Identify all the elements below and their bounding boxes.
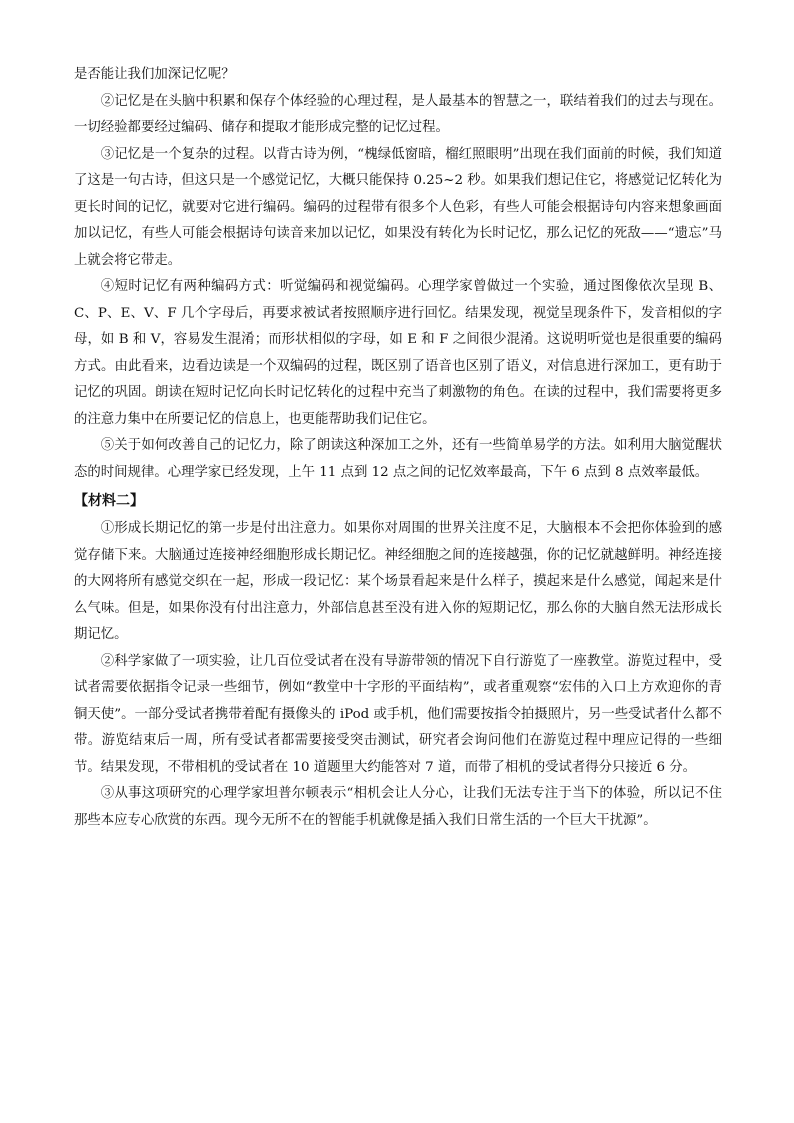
- paragraph-m1-3: ③记忆是一个复杂的过程。以背古诗为例，“槐绿低窗暗，榴红照眼明”出现在我们面前的时候，我们知道了这是一句古诗，但这只是一个感觉记忆，大概只能保持 0.25~2 秒。如果我们想记住它，将感觉记忆转化为更长时间的记忆，就要对它进行编码。编码的过程带有很多个人色彩，有些人可能会根据诗句内容来想象画面加以记忆，有些人可能会根据诗句读音来加以记忆，如果没有转化为长时记忆，那么记忆的死敌——“遗忘”马上就会将它带走。: [74, 146, 722, 268]
- section-heading-material-two: 【材料二】: [74, 493, 144, 509]
- document-page: [74, 62, 722, 834]
- paragraph-continuation: 是否能让我们加深记忆呢？: [74, 67, 235, 82]
- paragraph-m2-2: ②科学家做了一项实验，让几百位受试者在没有导游带领的情况下自行游览了一座教堂。游览过程中，受试者需要依据指令记录一些细节，例如“教堂中十字形的平面结构”，或者重观察“宏伟的入口上方欢迎你的青铜天使”。一部分受试者携带着配有摄像头的 iPod 或手机，他们需要按指令拍摄照片，另一些受试者什么都不带。游览结束后一周，所有受试者都需要接受突击测试，研究者会询问他们在游览过程中理应记得的一些细节。结果发现，不带相机的受试者在 10 道题里大约能答对 7 道，而带了相机的受试者得分只接近 6 分。: [74, 653, 722, 775]
- paragraph-m1-5: ⑤关于如何改善自己的记忆力，除了朗读这种深加工之外，还有一些简单易学的方法。如利用大脑觉醒状态的时间规律。心理学家已经发现，上午 11 点到 12 点之间的记忆效率最高，下午 6 点到 8 点效率最低。: [74, 438, 722, 480]
- paragraph-m1-2: ②记忆是在头脑中积累和保存个体经验的心理过程，是人最基本的智慧之一，联结着我们的过去与现在。一切经验都要经过编码、储存和提取才能形成完整的记忆过程。: [74, 93, 722, 135]
- paragraph-m2-3: ③从事这项研究的心理学家坦普尔顿表示“相机会让人分心，让我们无法专注于当下的体验，所以记不住那些本应专心欣赏的东西。现今无所不在的智能手机就像是插入我们日常生活的一个巨大干扰源”。: [74, 786, 722, 828]
- paragraph-m2-1: ①形成长期记忆的第一步是付出注意力。如果你对周围的世界关注度不足，大脑根本不会把你体验到的感觉存储下来。大脑通过连接神经细胞形成长期记忆。神经细胞之间的连接越强，你的记忆就越鲜明。神经连接的大网将所有感觉交织在一起，形成一段记忆：某个场景看起来是什么样子，摸起来是什么感觉，闻起来是什么气味。但是，如果你没有付出注意力，外部信息甚至没有进入你的短期记忆，那么你的大脑自然无法形成长期记忆。: [74, 521, 722, 642]
- paragraph-m1-4: ④短时记忆有两种编码方式：听觉编码和视觉编码。心理学家曾做过一个实验，通过图像依次呈现 B、C、P、E、V、F 几个字母后，再要求被试者按照顺序进行回忆。结果发现，视觉呈现条件下，发音相似的字母，如 B 和 V，容易发生混淆；而形状相似的字母，如 E 和 F 之间很少混淆。这说明听觉也是很重要的编码方式。由此看来，边看边读是一个双编码的过程，既区别了语音也区别了语义，对信息进行深加工，更有助于记忆的巩固。朗读在短时记忆向长时记忆转化的过程中充当了刺激物的角色。在读的过程中，我们需要将更多的注意力集中在所要记忆的信息上，也更能帮助我们记住它。: [74, 279, 722, 427]
